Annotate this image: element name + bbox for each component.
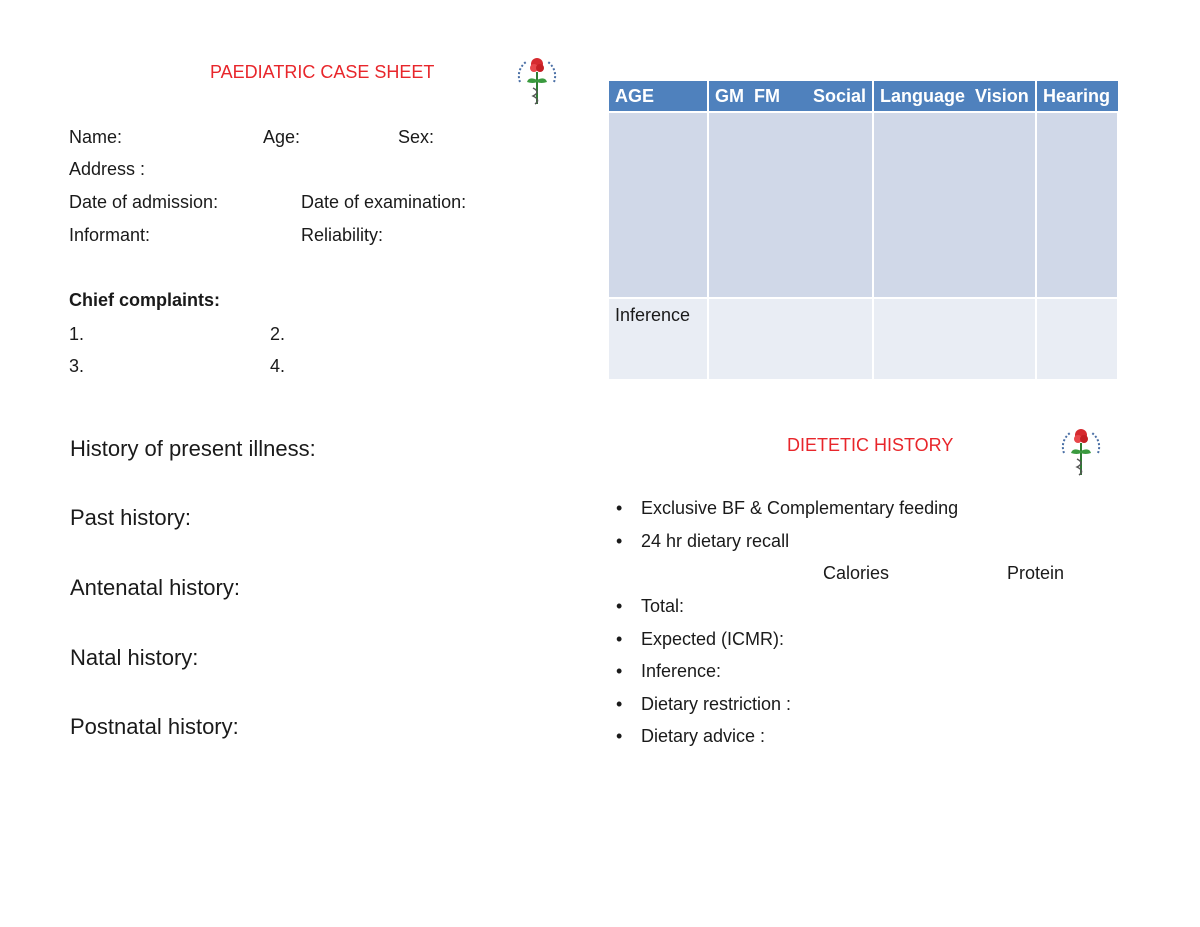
age-label: Age: [263,127,301,147]
name-label: Name: [69,127,123,147]
list-item [616,593,791,626]
list-item-text: Exclusive BF & Complementary feeding [641,498,959,518]
header-language-vision: Language Vision [873,81,1036,112]
list-item [616,528,958,561]
list-item-text: Dietary restriction : [641,693,792,714]
rose-emblem-icon [514,52,560,110]
development-table [609,81,1119,379]
table-cell [609,112,708,298]
bullet-icon: • [616,661,623,682]
natal-history: Natal history: [70,645,199,670]
header-gm-fm: GM FM [715,85,780,106]
bullet-icon: • [616,628,623,649]
bullet-icon: • [616,726,623,747]
list-item-text: Inference: [641,661,722,682]
informant-label: Informant: [69,225,151,245]
list-item-text: Expected (ICMR): [641,628,785,649]
list-item-text: Total: [641,596,685,616]
complaint-item: 1. [69,324,85,344]
list-item [616,723,791,756]
bullet-icon: • [616,498,623,518]
bullet-icon: • [616,596,623,616]
list-item [616,495,958,528]
table-cell [708,298,873,379]
rose-emblem-icon [1058,423,1104,481]
address-label: Address : [69,159,146,179]
sex-label: Sex: [398,127,435,147]
dietetic-list-bottom [616,593,791,756]
complaint-item: 2. [270,324,286,344]
postnatal-history: Postnatal history: [70,714,239,739]
antenatal-history: Antenatal history: [70,575,240,600]
dietetic-list-top [616,495,958,560]
chief-complaints-heading: Chief complaints: [69,290,221,310]
list-item-text: 24 hr dietary recall [641,530,790,551]
bullet-icon: • [616,530,623,551]
history-present-illness: History of present illness: [70,436,316,461]
table-cell [708,112,873,298]
dietetic-title: DIETETIC HISTORY [787,435,954,455]
protein-column-label: Protein [1007,563,1065,583]
header-gm-fm-social [708,81,873,112]
calories-column-label: Calories [823,563,890,583]
complaint-item: 4. [270,356,286,376]
header-hearing: Hearing [1036,81,1118,112]
page-title: PAEDIATRIC CASE SHEET [210,62,435,82]
list-item-text: Dietary advice : [641,726,766,747]
table-cell [873,112,1036,298]
complaint-item: 3. [69,356,85,376]
table-cell [1036,112,1118,298]
reliability-label: Reliability: [301,225,384,245]
past-history: Past history: [70,505,192,530]
date-admission-label: Date of admission: [69,192,219,212]
list-item [616,691,791,724]
inference-label: Inference [609,298,708,379]
table-cell [873,298,1036,379]
date-examination-label: Date of examination: [301,192,467,212]
header-social: Social [812,85,866,106]
header-age: AGE [609,81,708,112]
list-item [616,626,791,659]
list-item [616,658,791,691]
table-cell [1036,298,1118,379]
bullet-icon: • [616,693,623,714]
